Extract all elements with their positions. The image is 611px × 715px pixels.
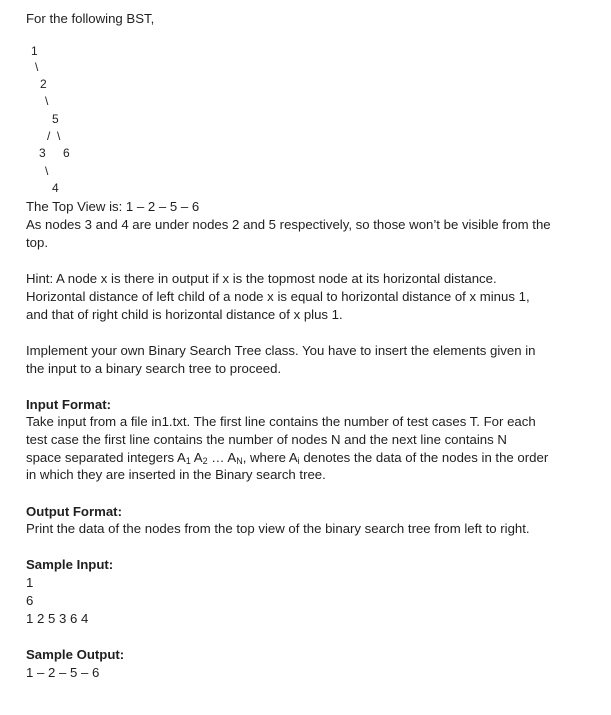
top-view-text: The Top View is: 1 – 2 – 5 – 6 <box>26 199 200 214</box>
input-format-line-4: in which they are inserted in the Binary search tree. <box>26 467 326 482</box>
sample-input-heading: Sample Input: <box>26 557 114 572</box>
tree-node-3: 3 <box>39 146 46 160</box>
input-format-line-3-e: denotes the data of the nodes in the order <box>299 450 549 465</box>
subscript-2: 2 <box>202 456 208 466</box>
sample-output-line: 1 – 2 – 5 – 6 <box>26 665 100 680</box>
subscript-i: i <box>297 456 300 466</box>
tree-edge-3-4: \ <box>45 164 49 178</box>
tree-node-4: 4 <box>52 181 59 195</box>
sample-input-line-2: 6 <box>26 593 34 608</box>
sample-output-heading: Sample Output: <box>26 647 125 662</box>
tree-edge-2-5: \ <box>45 94 49 108</box>
subscript-n: N <box>236 456 243 466</box>
sample-input-line-1: 1 <box>26 575 34 590</box>
explanation-line-2: top. <box>26 235 48 250</box>
tree-node-1: 1 <box>31 44 38 58</box>
hint-line-1: Hint: A node x is there in output if x is the topmost node at its horizontal distance. <box>26 271 497 286</box>
explanation-line-1: As nodes 3 and 4 are under nodes 2 and 5 respectively, so those won’t be visible from the <box>26 217 551 232</box>
input-format-heading: Input Format: <box>26 397 111 412</box>
hint-line-3: and that of right child is horizontal distance of x plus 1. <box>26 307 343 322</box>
input-format-line-1: Take input from a file in1.txt. The first line contains the number of test cases T. For each <box>26 414 536 429</box>
input-format-line-3-c: … A <box>207 450 237 465</box>
tree-node-6: 6 <box>63 146 70 160</box>
input-format-line-3-a: space separated integers A <box>26 450 186 465</box>
hint-line-2: Horizontal distance of left child of a node x is equal to horizontal distance of x minus 1, <box>26 289 530 304</box>
input-format-line-3-b: A <box>190 450 203 465</box>
tree-edge-5-6: \ <box>57 129 61 143</box>
input-format-line-3-d: , where A <box>242 450 298 465</box>
tree-node-5: 5 <box>52 112 59 126</box>
implement-line-1: Implement your own Binary Search Tree class. You have to insert the elements given in <box>26 343 536 358</box>
subscript-1: 1 <box>185 456 191 466</box>
tree-edge-1-2: \ <box>35 60 39 74</box>
tree-edge-5-3: / <box>47 129 51 143</box>
implement-line-2: the input to a binary search tree to proceed. <box>26 361 282 376</box>
sample-input-line-3: 1 2 5 3 6 4 <box>26 611 89 626</box>
input-format-line-2: test case the first line contains the number of nodes N and the next line contains N <box>26 432 507 447</box>
intro-text: For the following BST, <box>26 11 155 26</box>
output-format-heading: Output Format: <box>26 504 122 519</box>
output-format-line: Print the data of the nodes from the top view of the binary search tree from left to right. <box>26 521 530 536</box>
tree-node-2: 2 <box>40 77 47 91</box>
